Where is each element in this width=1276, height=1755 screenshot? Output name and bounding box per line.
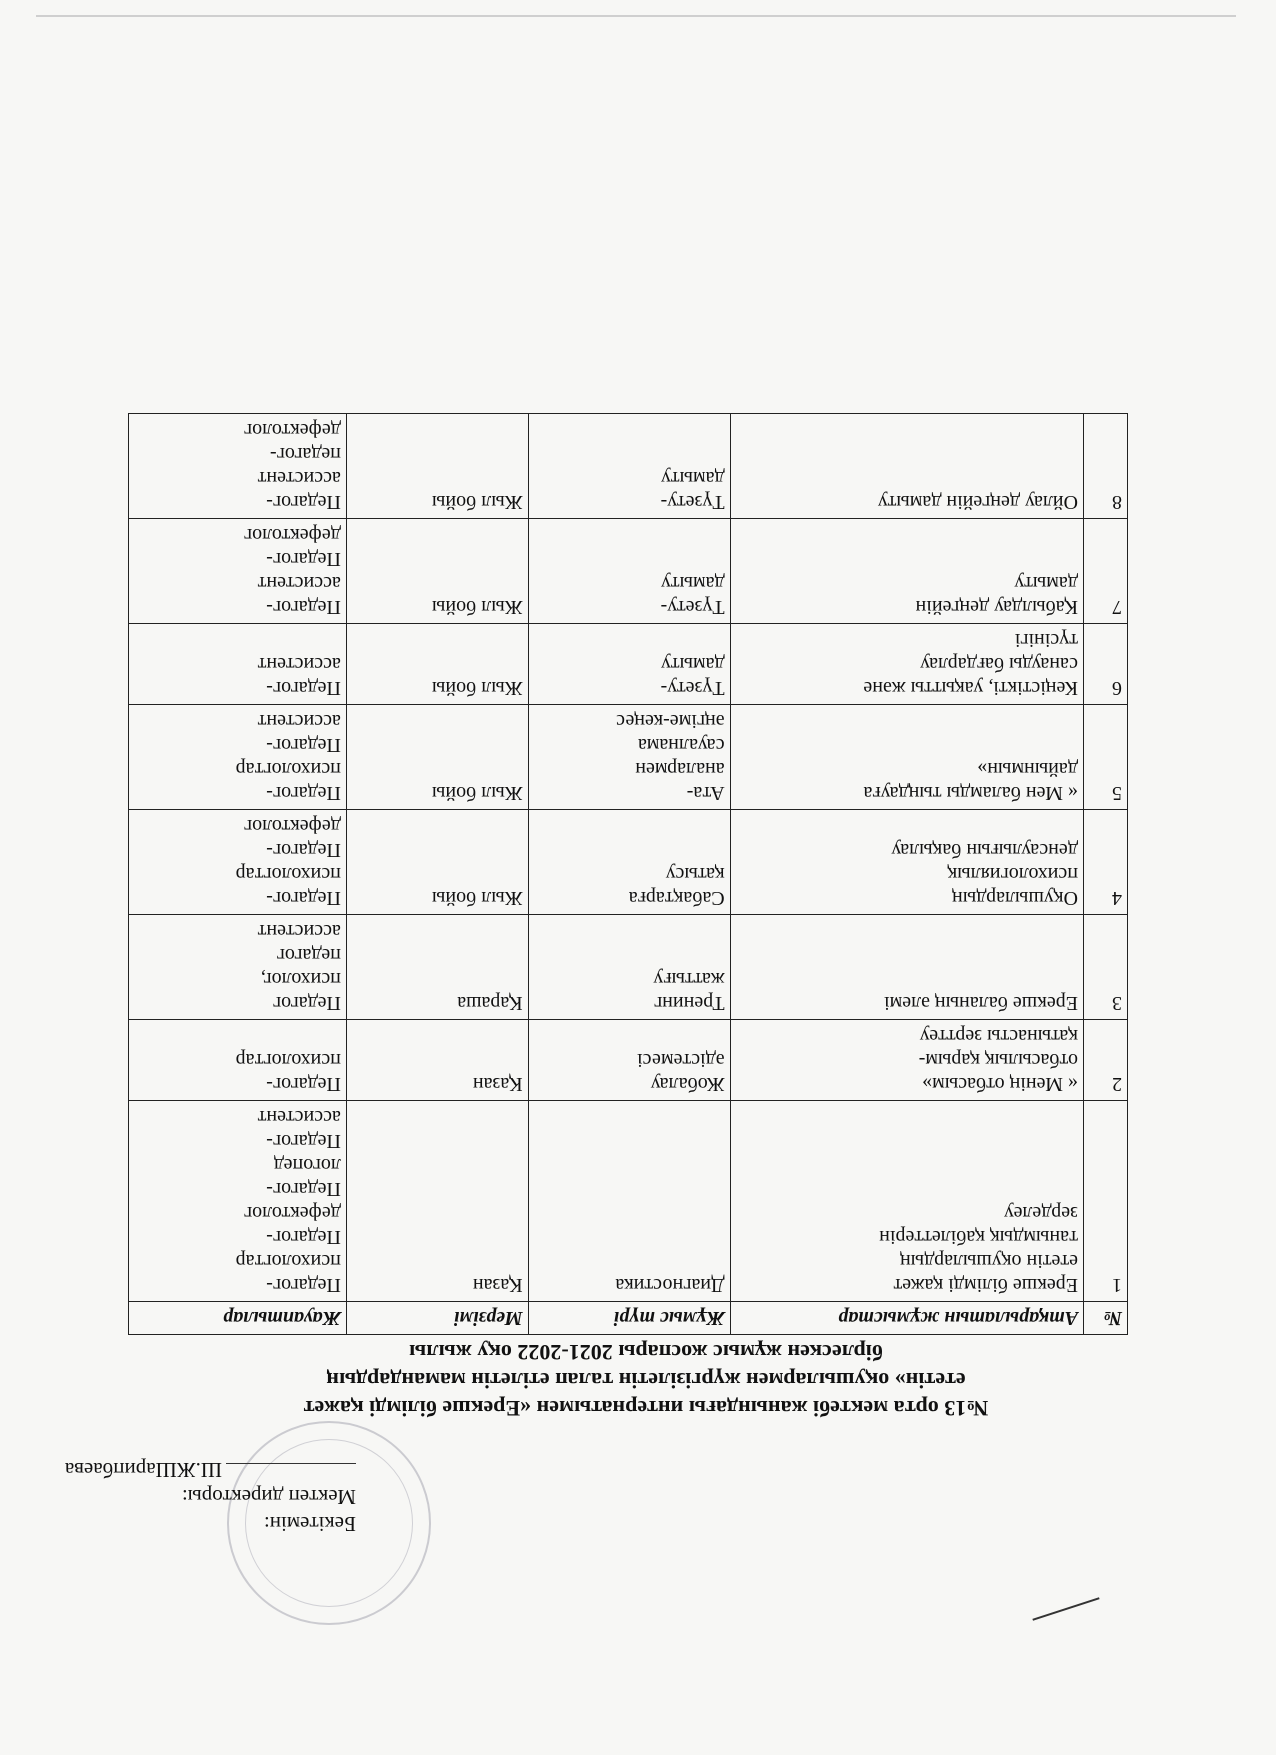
cell-no: 6	[1083, 624, 1127, 705]
cell-work-type-line: аналармен	[635, 758, 725, 780]
cell-term-line: Жыл бойы	[431, 677, 523, 699]
cell-activity-line: денсаулығын бақылау	[891, 839, 1078, 861]
cell-responsible-line: Педагог-	[266, 887, 341, 909]
title-line-2: ететін» оқушылармен жүргізілетін талап етілетін мамандардың	[326, 1368, 966, 1393]
table-row	[129, 624, 1128, 705]
table-row	[129, 810, 1128, 915]
cell-work-type	[528, 414, 730, 519]
signature-line	[226, 1463, 356, 1480]
cell-work-type-line: Түзету-	[660, 491, 725, 513]
cell-term-line: Жыл бойы	[431, 887, 523, 909]
cell-responsible-line: дефектолог	[243, 815, 341, 837]
cell-responsible-line: ассистент	[257, 653, 341, 675]
cell-activity-line: түсінігі	[1014, 629, 1078, 651]
cell-activity-line: зерделеу	[1004, 1202, 1078, 1224]
cell-responsible	[129, 519, 347, 624]
cell-term-line: Жыл бойы	[431, 782, 523, 804]
cell-term	[346, 1020, 528, 1101]
cell-work-type-line: жаттығу	[653, 968, 725, 990]
scan-edge-rule	[36, 15, 1236, 17]
cell-activity-line: Ерекше баланың әлемі	[884, 992, 1078, 1014]
cell-responsible	[129, 705, 347, 810]
cell-work-type	[528, 1101, 730, 1302]
cell-responsible-line: дефектолог	[243, 1202, 341, 1224]
cell-responsible-line: психологтар	[235, 758, 341, 780]
document-title	[146, 1338, 1146, 1422]
cell-activity	[730, 705, 1083, 810]
cell-activity-line: ететін оқушылардың	[900, 1250, 1078, 1272]
cell-activity-line: дамыту	[1014, 572, 1078, 594]
cell-term-line: Жыл бойы	[431, 596, 523, 618]
cell-responsible-line: дефектолог	[243, 419, 341, 441]
cell-responsible	[129, 624, 347, 705]
cell-responsible	[129, 810, 347, 915]
cell-activity-line: Оқушылардың	[952, 887, 1078, 909]
header-work-type: Жұмыс түрі	[528, 1302, 730, 1335]
cell-responsible	[129, 1101, 347, 1302]
cell-responsible-line: психолог,	[260, 968, 341, 990]
cell-activity	[730, 1020, 1083, 1101]
title-line-3: бірлескен жұмыс жоспары 2021-2022 оқу жылы	[409, 1340, 883, 1365]
cell-responsible-line: дефектолог	[243, 524, 341, 546]
cell-work-type-line: дамыту	[661, 572, 725, 594]
cell-work-type-line: Диагностика	[615, 1274, 725, 1296]
header-activities: Атқарылатын жұмыстар	[730, 1302, 1083, 1335]
cell-responsible-line: педагог	[276, 944, 341, 966]
cell-work-type-line: әңгіме-кеңес	[616, 710, 725, 732]
cell-responsible-line: Педагог-	[266, 839, 341, 861]
approval-label: Бекітемін:	[263, 1512, 356, 1536]
cell-work-type-line: Түзету-	[660, 596, 725, 618]
cell-responsible-line: Педагог-	[266, 782, 341, 804]
cell-responsible-line: Педагог-	[266, 596, 341, 618]
cell-work-type	[528, 915, 730, 1020]
cell-activity	[730, 1101, 1083, 1302]
cell-responsible	[129, 1020, 347, 1101]
cell-responsible-line: педагог-	[269, 443, 341, 465]
cell-activity-line: Ойлау деңгейін дамыту	[877, 491, 1078, 513]
cell-responsible	[129, 414, 347, 519]
table-row	[129, 915, 1128, 1020]
approval-signatory: Ш.ЖШарипбаева	[64, 1458, 222, 1482]
cell-work-type	[528, 1020, 730, 1101]
cell-no: 8	[1083, 414, 1127, 519]
cell-term-line: Жыл бойы	[431, 491, 523, 513]
cell-work-type-line: дамыту	[661, 653, 725, 675]
cell-term	[346, 705, 528, 810]
cell-term	[346, 414, 528, 519]
cell-responsible-line: Педагог-	[266, 734, 341, 756]
cell-responsible	[129, 915, 347, 1020]
cell-activity-line: танымдық қабілеттерін	[879, 1226, 1078, 1248]
cell-activity-line: психологиялық	[947, 863, 1078, 885]
cell-activity-line: Ерекше білімді қажет	[893, 1274, 1078, 1296]
cell-no: 1	[1083, 1101, 1127, 1302]
cell-work-type	[528, 810, 730, 915]
approval-signature-row	[56, 1456, 356, 1483]
cell-work-type-line: Ата-	[686, 782, 725, 804]
cell-responsible-line: Педагог-	[266, 1226, 341, 1248]
cell-term	[346, 915, 528, 1020]
cell-work-type-line: әдістемесі	[637, 1049, 725, 1071]
cell-responsible-line: ассистент	[257, 572, 341, 594]
work-plan-table	[128, 413, 1128, 1335]
cell-no: 5	[1083, 705, 1127, 810]
cell-term	[346, 624, 528, 705]
table-row	[129, 414, 1128, 519]
cell-responsible-line: ассистент	[257, 467, 341, 489]
cell-work-type-line: Сабақтарға	[628, 887, 725, 909]
table-body	[129, 414, 1128, 1302]
cell-activity	[730, 624, 1083, 705]
cell-term-line: Қазан	[472, 1073, 523, 1095]
cell-responsible-line: Педагог-	[266, 677, 341, 699]
cell-responsible-line: психологтар	[235, 1250, 341, 1272]
table-row	[129, 1101, 1128, 1302]
cell-term-line: Қазан	[472, 1274, 523, 1296]
approval-position: Мектеп директоры:	[181, 1485, 356, 1509]
cell-activity-line: қатынасты зерттеу	[919, 1025, 1078, 1047]
cell-work-type-line: сауалнама	[637, 734, 725, 756]
cell-work-type	[528, 705, 730, 810]
cell-responsible-line: психологтар	[235, 1049, 341, 1071]
cell-term-line: Қараша	[457, 992, 523, 1014]
cell-work-type	[528, 519, 730, 624]
cell-no: 2	[1083, 1020, 1127, 1101]
table-row	[129, 1020, 1128, 1101]
pen-mark	[1032, 1597, 1099, 1621]
cell-activity	[730, 519, 1083, 624]
cell-activity-line: « Менің отбасым»	[922, 1073, 1078, 1095]
header-responsible: Жауаптылар	[129, 1302, 347, 1335]
table-row	[129, 705, 1128, 810]
table-header-row	[129, 1302, 1128, 1335]
cell-work-type-line: қатысу	[665, 863, 725, 885]
cell-work-type-line: дамыту	[661, 467, 725, 489]
cell-responsible-line: ассистент	[257, 1106, 341, 1128]
cell-responsible-line: Педагог-	[266, 1274, 341, 1296]
cell-term	[346, 519, 528, 624]
cell-term	[346, 810, 528, 915]
header-no: №	[1083, 1302, 1127, 1335]
cell-no: 7	[1083, 519, 1127, 624]
cell-responsible-line: Педагог-	[266, 548, 341, 570]
cell-responsible-line: Педагог-	[266, 1178, 341, 1200]
cell-responsible-line: Педагог-	[266, 1073, 341, 1095]
cell-responsible-line: ассистент	[257, 920, 341, 942]
cell-responsible-line: логопед	[273, 1154, 341, 1176]
cell-work-type-line: Тренинг	[654, 992, 725, 1014]
cell-activity-line: « Мен баламды тыңдауға	[863, 782, 1078, 804]
cell-work-type-line: Жобалау	[650, 1073, 725, 1095]
title-line-1: №13 орта мектебі жанындағы интернатымен «Ерекше білімді қажет	[303, 1396, 989, 1421]
cell-activity-line: санауды бағдарлау	[920, 653, 1078, 675]
cell-responsible-line: Педагог-	[266, 491, 341, 513]
cell-activity	[730, 810, 1083, 915]
cell-activity	[730, 414, 1083, 519]
cell-no: 3	[1083, 915, 1127, 1020]
cell-responsible-line: Педагог-	[266, 1130, 341, 1152]
approval-block	[56, 1456, 356, 1537]
cell-term	[346, 1101, 528, 1302]
cell-responsible-line: Педагог	[272, 992, 341, 1014]
cell-work-type-line: Түзету-	[660, 677, 725, 699]
cell-activity-line: дайынмын»	[977, 758, 1078, 780]
cell-activity-line: отбасылық қарым-	[918, 1049, 1078, 1071]
cell-responsible-line: психологтар	[235, 863, 341, 885]
header-term: Мерзімі	[346, 1302, 528, 1335]
cell-activity	[730, 915, 1083, 1020]
cell-activity-line: Кеңістікті, уақытты және	[863, 677, 1078, 699]
cell-activity-line: Қабылдау деңгейін	[915, 596, 1078, 618]
cell-work-type	[528, 624, 730, 705]
cell-no: 4	[1083, 810, 1127, 915]
cell-responsible-line: ассистент	[257, 710, 341, 732]
table-row	[129, 519, 1128, 624]
